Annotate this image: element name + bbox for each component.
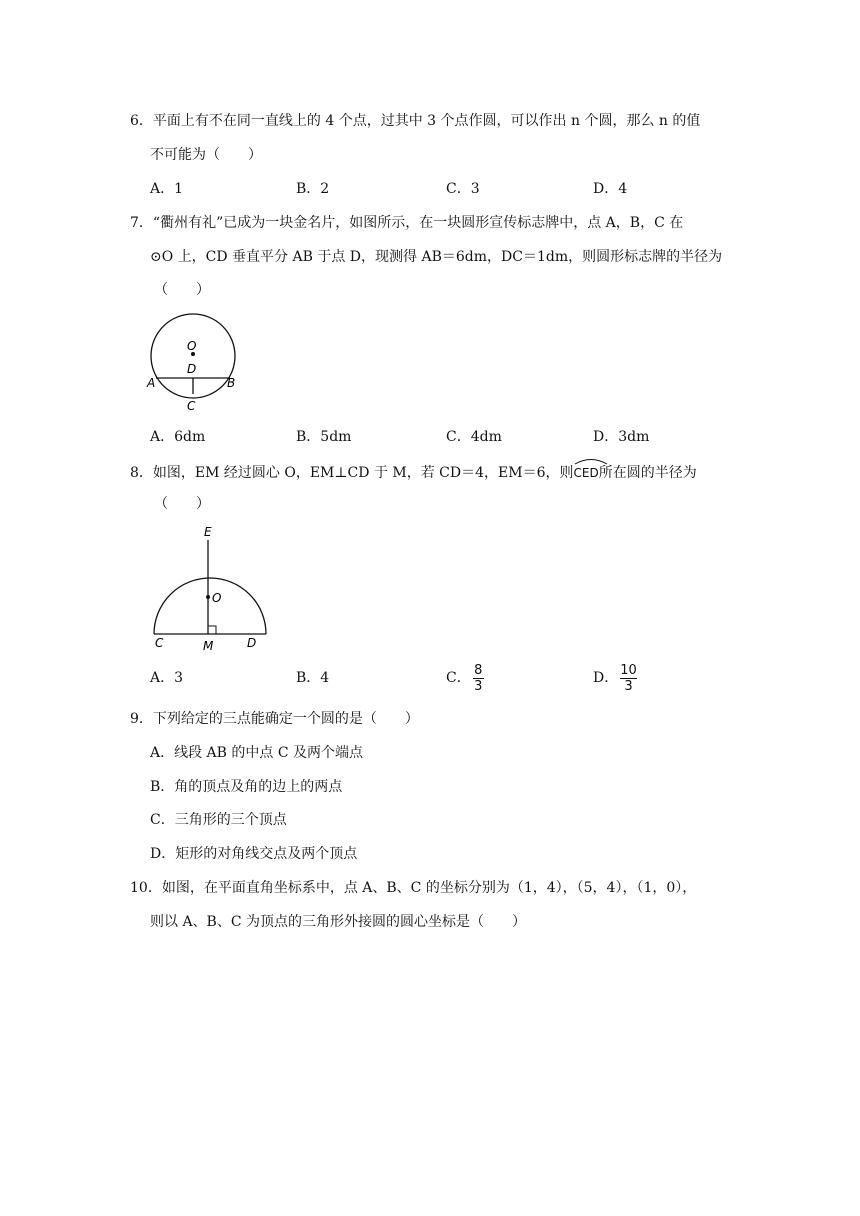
q8-option-d-numerator: 10: [620, 662, 637, 678]
q8-option-d: [593, 660, 637, 696]
q7-label-b: B: [227, 376, 236, 390]
q8-label-o: O: [212, 591, 222, 605]
q8-arc-figure: [145, 520, 275, 655]
q8-option-a: A．3: [150, 670, 184, 686]
q8-label-e: E: [204, 525, 212, 539]
q8-option-c: [446, 660, 484, 696]
q8-stem-line1: [130, 461, 697, 483]
q8-label-d: D: [247, 636, 257, 650]
q8-right-angle-mark: [208, 626, 216, 634]
q7-option-b: B．5dm: [296, 429, 352, 445]
q7-circle-figure: [142, 308, 252, 418]
q9-stem-line1: 9．下列给定的三点能确定一个圆的是（ ）: [130, 711, 419, 727]
q8-arc-ced: [574, 461, 599, 483]
q8-stem-line2: （ ）: [154, 496, 210, 512]
q6-option-b: B．2: [296, 181, 330, 197]
q7-option-c: C．4dm: [446, 429, 502, 445]
q7-stem-line3: （ ）: [154, 282, 210, 298]
q7-label-o: O: [187, 339, 197, 353]
q8-label-c: C: [155, 636, 164, 650]
q8-option-d-fraction: [620, 664, 637, 693]
q8-option-d-prefix: D．: [593, 670, 619, 686]
q8-label-m: M: [203, 639, 214, 653]
q7-label-a: A: [147, 376, 156, 390]
q8-option-b: B．4: [296, 670, 330, 686]
q6-option-a: A．1: [150, 181, 184, 197]
q7-option-d: D．3dm: [593, 429, 650, 445]
q6-stem-line1: 6．平面上有不在同一直线上的 4 个点，过其中 3 个点作圆，可以作出 n 个圆，那么 n 的值: [130, 113, 701, 129]
q7-option-a: A．6dm: [150, 429, 206, 445]
q10-stem-line1: 10．如图，在平面直角坐标系中，点 A、B、C 的坐标分别为（1，4），（5，4），（1，0），: [130, 880, 697, 896]
q6-option-c: C．3: [446, 181, 480, 197]
q8-option-c-denominator: 3: [474, 678, 483, 694]
q6-option-d: D．4: [593, 181, 628, 197]
q9-option-b: B．角的顶点及角的边上的两点: [150, 779, 343, 795]
q8-stem-pre: 8．如图，EM 经过圆心 O，EM⊥CD 于 M，若 CD＝4，EM＝6，则: [130, 465, 574, 481]
q7-label-d: D: [187, 362, 197, 376]
q8-option-c-fraction: [473, 664, 484, 693]
q8-stem-post: 所在圆的半径为: [598, 465, 697, 481]
q7-label-c: C: [187, 399, 196, 413]
q6-stem-line2: 不可能为（ ）: [150, 147, 262, 163]
q8-arc-mark: [574, 457, 608, 465]
q8-option-c-prefix: C．: [446, 670, 471, 686]
q9-option-d: D．矩形的对角线交点及两个顶点: [150, 846, 358, 862]
q9-option-c: C．三角形的三个顶点: [150, 812, 287, 828]
q8-option-d-denominator: 3: [624, 678, 633, 694]
q9-option-a: A．线段 AB 的中点 C 及两个端点: [150, 745, 364, 761]
q7-stem-line1: 7．“衢州有礼”已成为一块金名片，如图所示，在一块圆形宣传标志牌中，点 A，B，C 在: [130, 215, 684, 231]
q7-stem-line2: ⊙O 上，CD 垂直平分 AB 于点 D，现测得 AB＝6dm，DC＝1dm，则圆形标志牌的半径为: [150, 249, 723, 265]
q8-center-point: [206, 595, 210, 599]
q8-option-c-numerator: 8: [474, 662, 483, 678]
q8-arc-text: CED: [573, 466, 599, 480]
q10-stem-line2: 则以 A、B、C 为顶点的三角形外接圆的圆心坐标是（ ）: [150, 914, 527, 930]
